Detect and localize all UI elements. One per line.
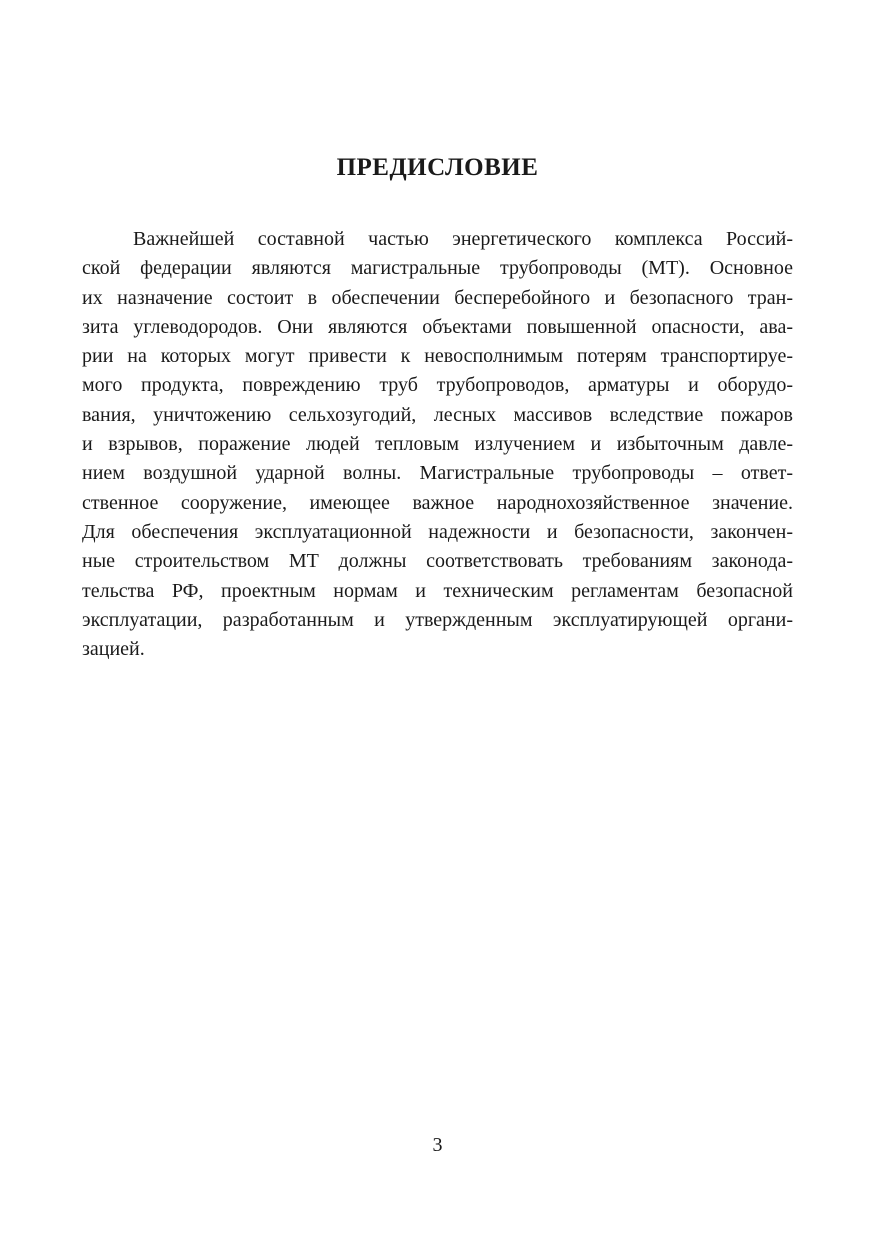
preface-paragraph [82,225,793,664]
paragraph-line: тельства РФ, проектным нормам и техническим регламентам безопасной [82,579,793,602]
paragraph-line: Для обеспечения эксплуатационной надежности и безопасности, закончен- [82,520,793,543]
paragraph-line: их назначение состоит в обеспечении бесперебойного и безопасного тран- [82,286,793,309]
paragraph-line: и взрывов, поражение людей тепловым излучением и избыточным давле- [82,433,793,456]
paragraph-line: мого продукта, повреждению труб трубопроводов, арматуры и оборудо- [82,374,793,397]
paragraph-line: ные строительством МТ должны соответствовать требованиям законода- [82,550,793,573]
paragraph-line: нием воздушной ударной волны. Магистральные трубопроводы – ответ- [82,462,793,485]
paragraph-line: вания, уничтожению сельхозугодий, лесных массивов вследствие пожаров [82,403,793,426]
page-number: 3 [432,1134,443,1156]
paragraph-line: Важнейшей составной частью энергетического комплекса Россий- [133,228,793,250]
paragraph-line: ской федерации являются магистральные трубопроводы (МТ). Основное [82,257,793,280]
page-title: ПРЕДИСЛОВИЕ [336,154,539,181]
paragraph-line: эксплуатации, разработанным и утвержденным эксплуатирующей органи- [82,608,793,631]
paragraph-line: рии на которых могут привести к невосполнимым потерям транспортируе- [82,345,793,368]
paragraph-line: ственное сооружение, имеющее важное народнохозяйственное значение. [82,491,793,514]
paragraph-line: зацией. [82,638,145,661]
paragraph-line: зита углеводородов. Они являются объектами повышенной опасности, ава- [82,315,793,338]
